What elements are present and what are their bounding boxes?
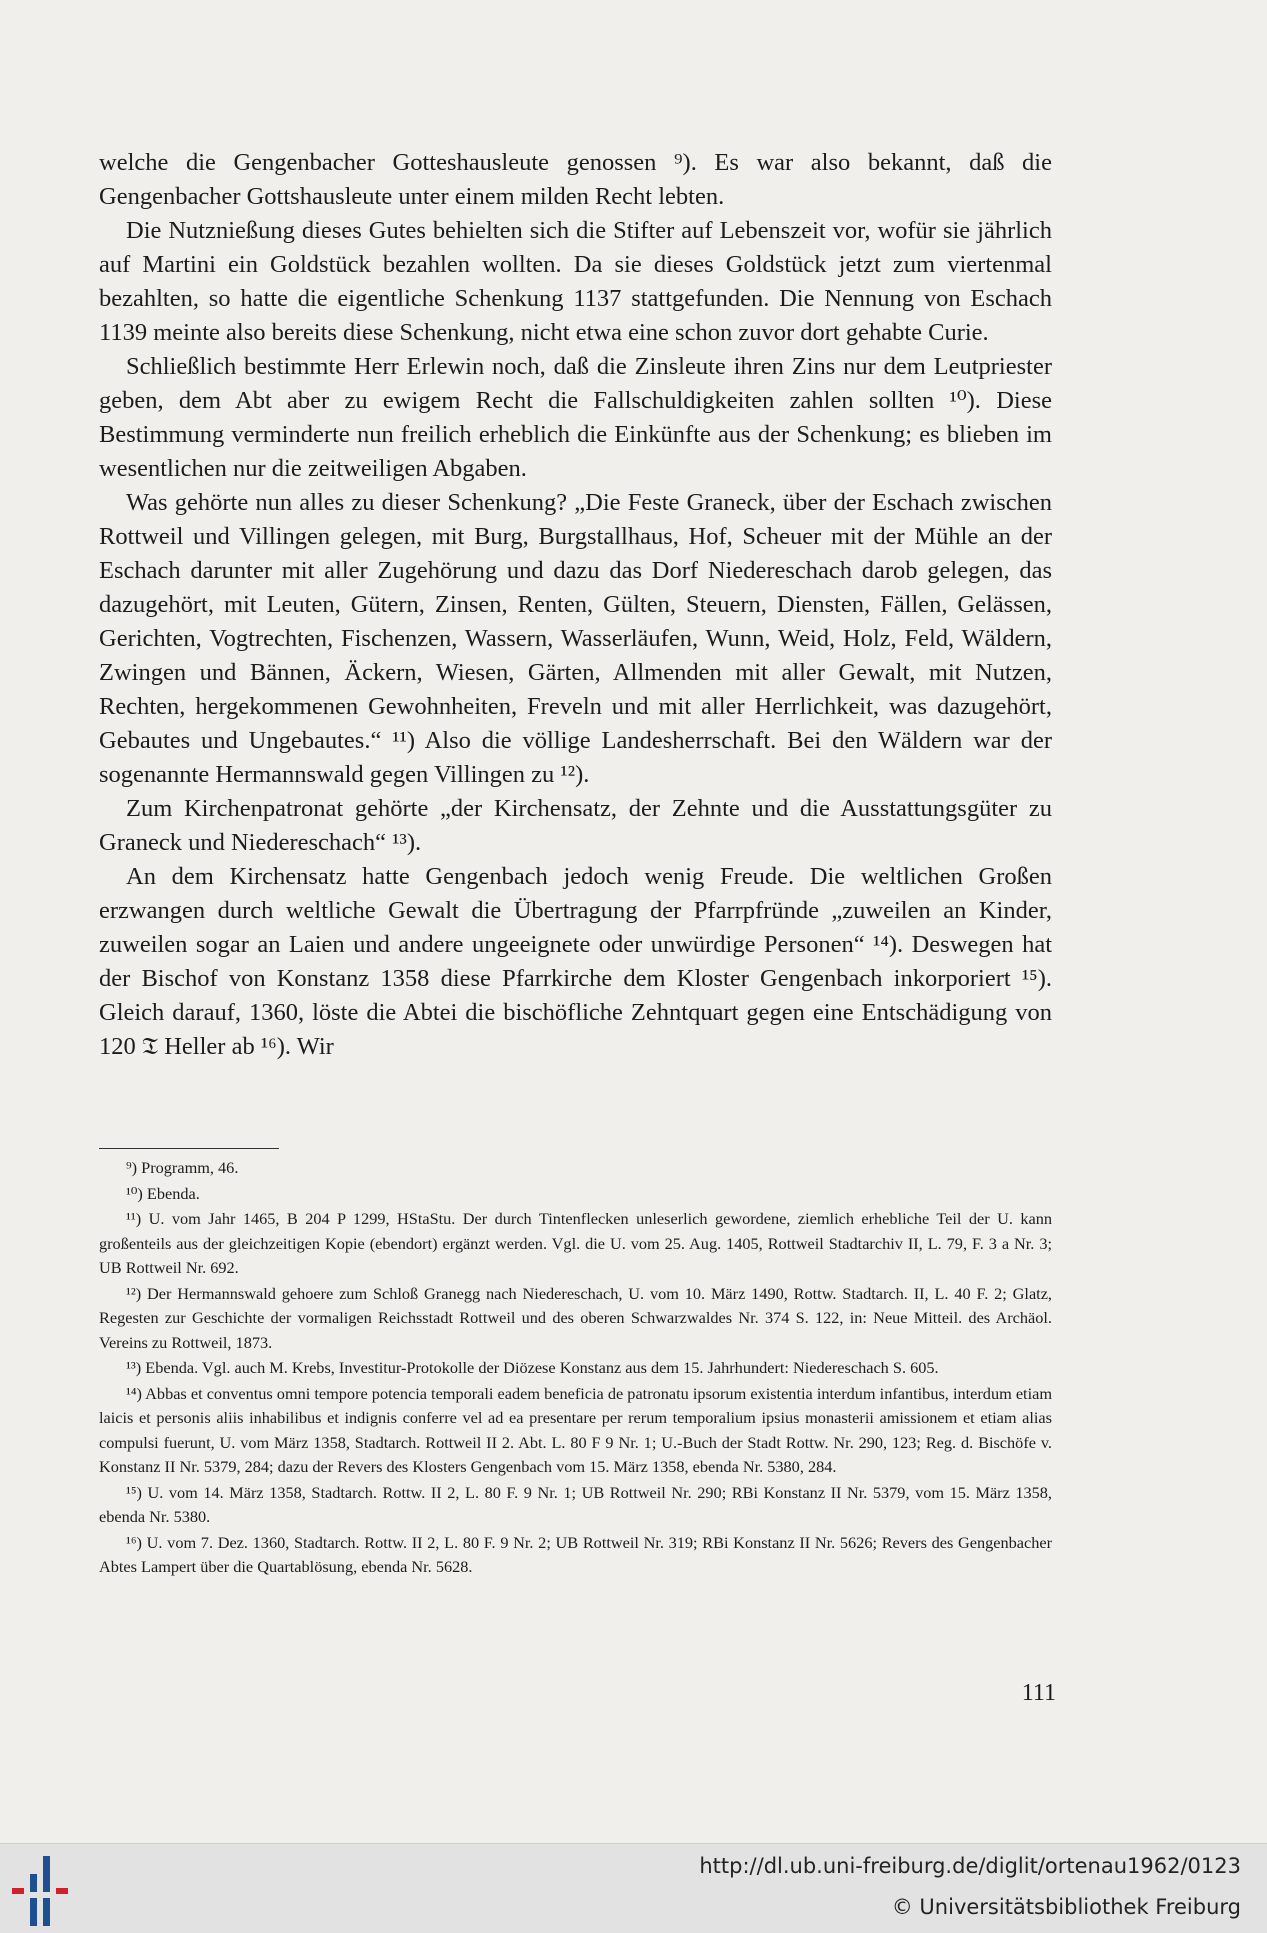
paragraph-5: Zum Kirchenpatronat gehörte „der Kirchensatz, der Zehnte und die Ausstattungsgüter zu Graneck und Niedereschach“ ¹³). — [99, 795, 1052, 856]
body-text — [99, 146, 1052, 1064]
footnote-divider — [99, 1148, 279, 1149]
footnote-14: ¹⁴) Abbas et conventus omni tempore potencia temporali eadem beneficia de patronatu ipsorum existentia interdum infantibus, interdum etiam laicis et personis aliis inhabilibus et indignis conferre vel ad ea presentare per rerum temporalium ipsius monasterii amissionem et etiam alias compulsi fuerunt, U. vom März 1358, Stadtarch. Rottweil II 2. Abt. L. 80 F 9 Nr. 1; U.-Buch der Stadt Rottw. Nr. 290, 123; Reg. d. Bischöfe v. Konstanz II Nr. 5379, 284; dazu der Revers des Klosters Gengenbach vom 15. März 1358, ebenda Nr. 5380, 284. — [99, 1383, 1052, 1476]
paragraph-3: Schließlich bestimmte Herr Erlewin noch, daß die Zinsleute ihren Zins nur dem Leutpriester geben, dem Abt aber zu ewigem Recht die Fallschuldigkeiten zahlen sollten ¹⁰). Diese Bestimmung verminderte nun freilich erheblich die Einkünfte aus der Schenkung; es blieben im wesentlichen nur die zeitweiligen Abgaben. — [99, 353, 1052, 482]
footnote-12: ¹²) Der Hermannswald gehoere zum Schloß Granegg nach Niedereschach, U. vom 10. März 1490, Rottw. Stadtarch. II, L. 40 F. 2; Glatz, Regesten zur Geschichte der vormaligen Reichsstadt Rottweil und des oberen Schwarzwaldes Nr. 374 S. 122, in: Neue Mitteil. des Archäol. Vereins zu Rottweil, 1873. — [99, 1283, 1052, 1352]
footnote-13: ¹³) Ebenda. Vgl. auch M. Krebs, Investitur-Protokolle der Diözese Konstanz aus dem 15. Jahrhundert: Niedereschach S. 605. — [126, 1358, 939, 1377]
source-url-link[interactable]: http://dl.ub.uni-freiburg.de/diglit/ortenau1962/0123 — [699, 1854, 1241, 1878]
footnote-11: ¹¹) U. vom Jahr 1465, B 204 P 1299, HStaStu. Der durch Tintenflecken unleserlich gewordene, ziemlich erhebliche Teil der U. kann großenteils aus der gleichzeitigen Kopie (ebendort) ergänzt werden. Vgl. die U. vom 25. Aug. 1405, Rottweil Stadtarchiv II, L. 79, F. 3 a Nr. 3; UB Rottweil Nr. 692. — [99, 1209, 1052, 1277]
footnote-16: ¹⁶) U. vom 7. Dez. 1360, Stadtarch. Rottw. II 2, L. 80 F. 9 Nr. 2; UB Rottweil Nr. 319; RBi Konstanz II Nr. 5626; Revers des Gengenbacher Abtes Lampert über die Quartablösung, ebenda Nr. 5628. — [99, 1532, 1052, 1576]
paragraph-4: Was gehörte nun alles zu dieser Schenkung? „Die Feste Graneck, über der Eschach zwischen Rottweil und Villingen gelegen, mit Burg, Burgstallhaus, Hof, Scheuer mit der Mühle an der Eschach darunter mit aller Zugehörung und dazu das Dorf Niedereschach darob gelegen, das dazugehört, mit Leuten, Gütern, Zinsen, Renten, Gülten, Steuern, Diensten, Fällen, Gelässen, Gerichten, Vogtrechten, Fischenzen, Wassern, Wasserläufen, Wunn, Weid, Holz, Feld, Wäldern, Zwingen und Bännen, Äckern, Wiesen, Gärten, Allmenden mit aller Gewalt, mit Nutzen, Rechten, hergekommenen Gewohnheiten, Freveln und mit aller Herrlichkeit, was dazugehört, Gebautes und Ungebautes.“ ¹¹) Also die völlige Landesherrschaft. Bei den Wäldern war der sogenannte Hermannswald gegen Villingen zu ¹²). — [99, 489, 1052, 788]
paragraph-6: An dem Kirchensatz hatte Gengenbach jedoch wenig Freude. Die weltlichen Großen erzwangen durch weltliche Gewalt die Übertragung der Pfarrpfründe „zuweilen an Kinder, zuweilen sogar an Laien und andere ungeeignete oder unwürdige Personen“ ¹⁴). Deswegen hat der Bischof von Konstanz 1358 diese Pfarrkirche dem Kloster Gengenbach inkorporiert ¹⁵). Gleich darauf, 1360, löste die Abtei die bischöfliche Zehntquart gegen eine Entschädigung von 120 𝔗 Heller ab ¹⁶). Wir — [99, 863, 1052, 1060]
page-number: 111 — [1021, 1680, 1056, 1706]
paragraph-1: welche die Gengenbacher Gotteshausleute genossen ⁹). Es war also bekannt, daß die Gengenbacher Gottshausleute unter einem milden Recht lebten. — [99, 149, 1052, 210]
footnote-9: ⁹) Programm, 46. — [126, 1158, 239, 1177]
footer-bar — [0, 1843, 1267, 1933]
footnote-10: ¹⁰) Ebenda. — [126, 1183, 200, 1203]
ub-freiburg-logo-icon — [8, 1852, 78, 1930]
footnote-15: ¹⁵) U. vom 14. März 1358, Stadtarch. Rottw. II 2, L. 80 F. 9 Nr. 1; UB Rottweil Nr. 290; RBi Konstanz II Nr. 5379, vom 15. März 1358, ebenda Nr. 5380. — [99, 1482, 1052, 1526]
paragraph-2: Die Nutznießung dieses Gutes behielten sich die Stifter auf Lebenszeit vor, wofür sie jährlich auf Martini ein Goldstück bezahlen wollten. Da sie dieses Goldstück jetzt zum viertenmal bezahlten, so hatte die eigentliche Schenkung 1137 stattgefunden. Die Nennung von Eschach 1139 meinte also bereits diese Schenkung, nicht etwa eine schon zuvor dort gehabte Curie. — [99, 217, 1052, 346]
footnotes — [99, 1156, 1052, 1581]
copyright-text: © Universitätsbibliothek Freiburg — [891, 1895, 1241, 1919]
